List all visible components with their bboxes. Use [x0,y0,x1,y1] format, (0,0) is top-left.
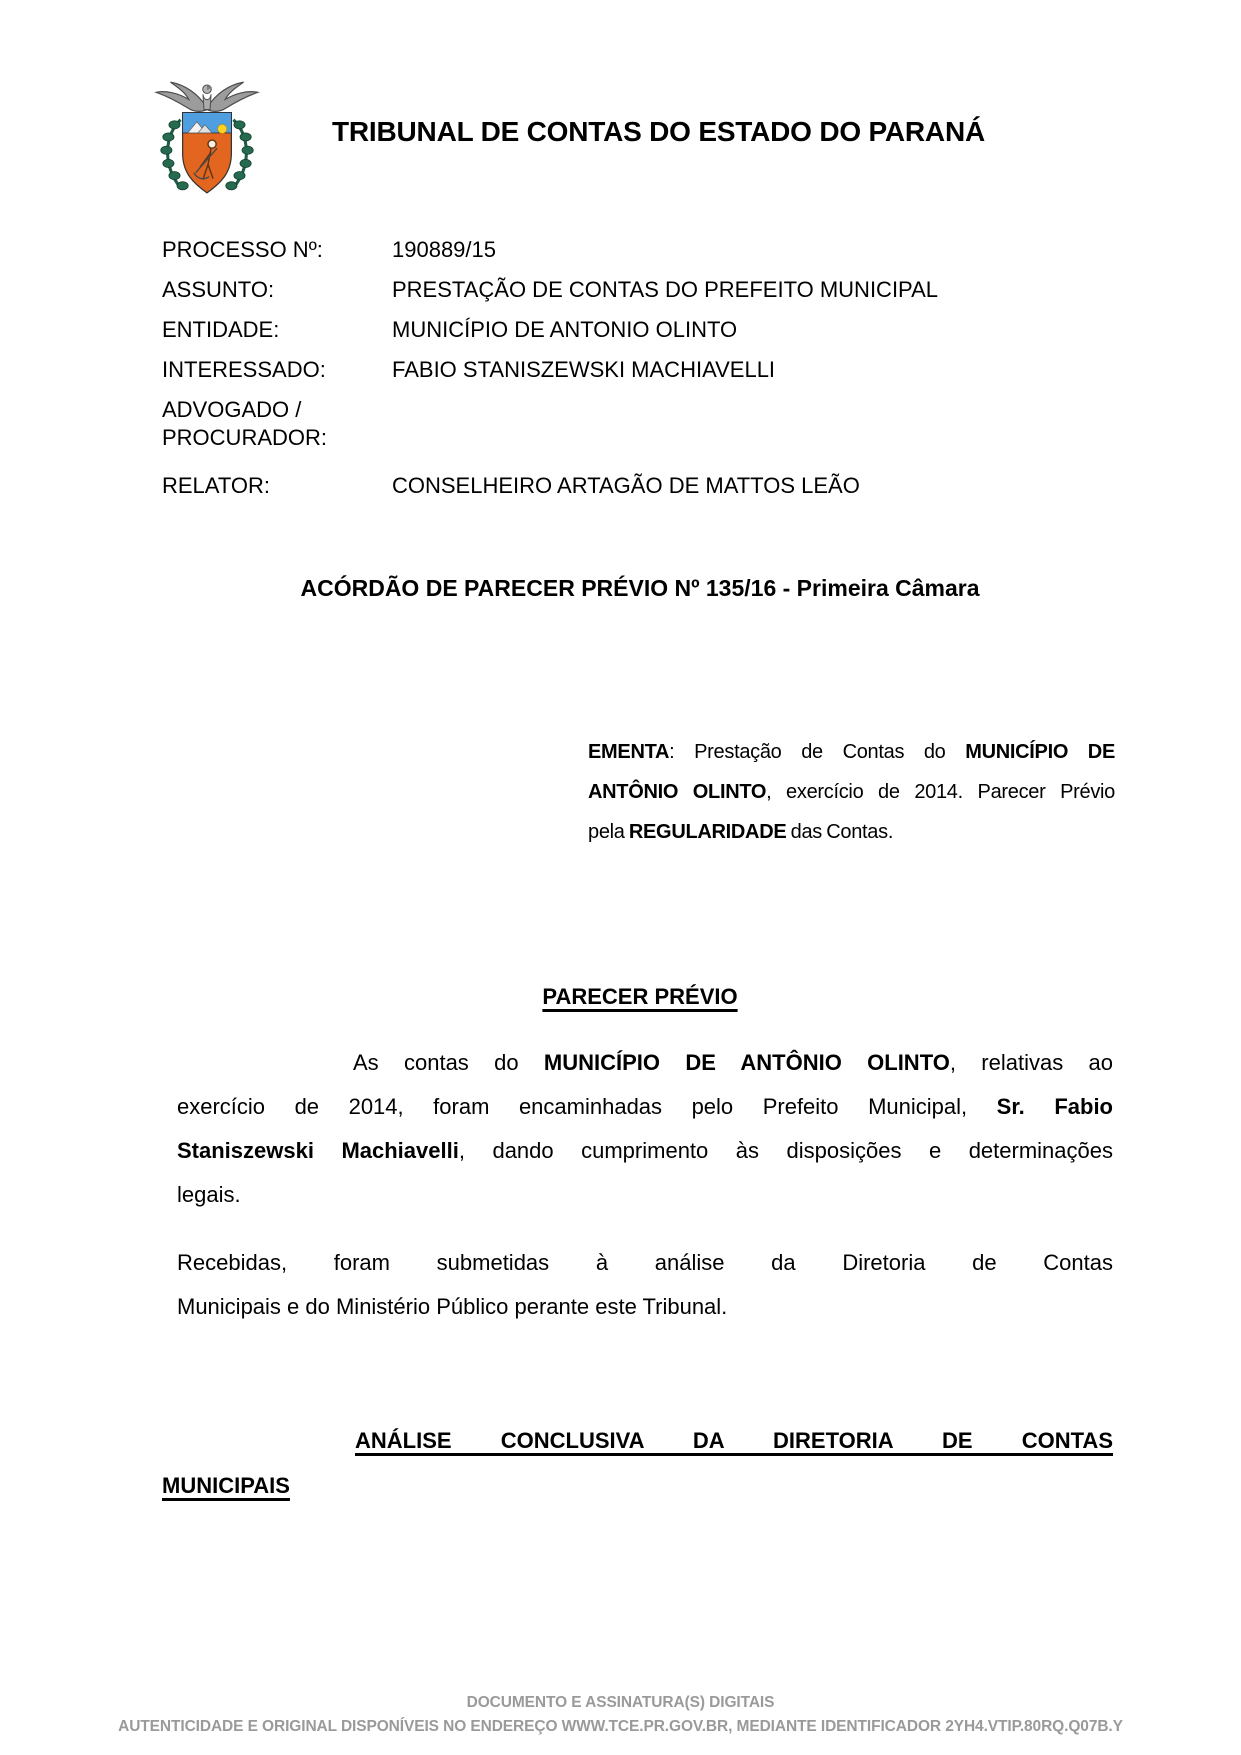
text-line-content: ANTÔNIO OLINTO, exercício de 2014. Parecer Prévio [588,781,1115,803]
metadata-label: ADVOGADO / PROCURADOR: [162,397,328,450]
text-line [177,1041,1113,1085]
text-line-content: Staniszewski Machiavelli, dando cumprimento às disposições e determinações [177,1138,1113,1163]
parana-coat-of-arms-logo [150,74,264,202]
text-line-content: MUNICIPAIS [162,1473,290,1498]
metadata-value: CONSELHEIRO ARTAGÃO DE MATTOS LEÃO [392,473,860,498]
text-line [177,1285,1113,1329]
metadata-value [392,396,1118,452]
metadata-value: 190889/15 [392,237,496,262]
eagle-icon [156,82,258,111]
text-line-content: ANÁLISE CONCLUSIVA DA DIRETORIA DE CONTAS [355,1428,1113,1453]
body-paragraph-2 [177,1241,1113,1329]
metadata-row [162,472,1118,500]
text-line-content: As contas do MUNICÍPIO DE ANTÔNIO OLINTO, relativas ao [353,1050,1113,1075]
text-line [588,812,1115,852]
ementa-paragraph [588,732,1115,852]
text-line [162,1463,1113,1508]
body-paragraph-1 [177,1041,1113,1217]
text-line [177,1129,1113,1173]
text-line-content: Municipais e do Ministério Público perante este Tribunal. [177,1294,728,1319]
text-line-content: legais. [177,1182,241,1207]
text-line [177,1241,1113,1285]
parecer-previo-heading-text: PARECER PRÉVIO [542,984,738,1009]
digital-signature-footer [0,1691,1241,1739]
text-line-content: exercício de 2014, foram encaminhadas pelo Prefeito Municipal, Sr. Fabio [177,1094,1113,1119]
text-line-content: Recebidas, foram submetidas à análise da Diretoria de Contas [177,1250,1113,1275]
metadata-label: PROCESSO Nº: [162,237,323,262]
parecer-previo-heading [162,983,1118,1011]
metadata-label: INTERESSADO: [162,357,326,382]
coat-of-arms-graphic [150,74,264,202]
text-line [177,1085,1113,1129]
text-line [162,1418,1113,1463]
metadata-row [162,396,1118,452]
text-line [177,1173,1113,1217]
metadata-row [162,356,1118,384]
metadata-row [162,276,1118,304]
metadata-row [162,236,1118,264]
metadata-value: MUNICÍPIO DE ANTONIO OLINTO [392,317,738,342]
metadata-value: FABIO STANISZEWSKI MACHIAVELLI [392,357,776,382]
metadata-row [162,316,1118,344]
analise-conclusiva-heading [162,1418,1113,1508]
acordao-heading: ACÓRDÃO DE PARECER PRÉVIO Nº 135/16 - Primeira Câmara [300,575,980,601]
text-line-content: pela REGULARIDADE das Contas. [588,821,894,843]
metadata-label: ENTIDADE: [162,317,280,342]
metadata-value: PRESTAÇÃO DE CONTAS DO PREFEITO MUNICIPAL [392,277,939,302]
metadata-label: ASSUNTO: [162,277,275,302]
footer-line-2: AUTENTICIDADE E ORIGINAL DISPONÍVEIS NO ENDEREÇO WWW.TCE.PR.GOV.BR, MEDIANTE IDENTIFICADOR 2YH4.VTIP.80RQ.Q07B.Y [118,1718,1123,1735]
text-line-content: EMENTA: Prestação de Contas do MUNICÍPIO DE [588,741,1115,763]
shield [183,113,232,193]
metadata-label: RELATOR: [162,473,270,498]
footer-line-1: DOCUMENTO E ASSINATURA(S) DIGITAIS [466,1694,775,1711]
process-metadata [162,236,1118,512]
page-title: TRIBUNAL DE CONTAS DO ESTADO DO PARANÁ [332,116,985,147]
text-line [588,772,1115,812]
text-line [588,732,1115,772]
